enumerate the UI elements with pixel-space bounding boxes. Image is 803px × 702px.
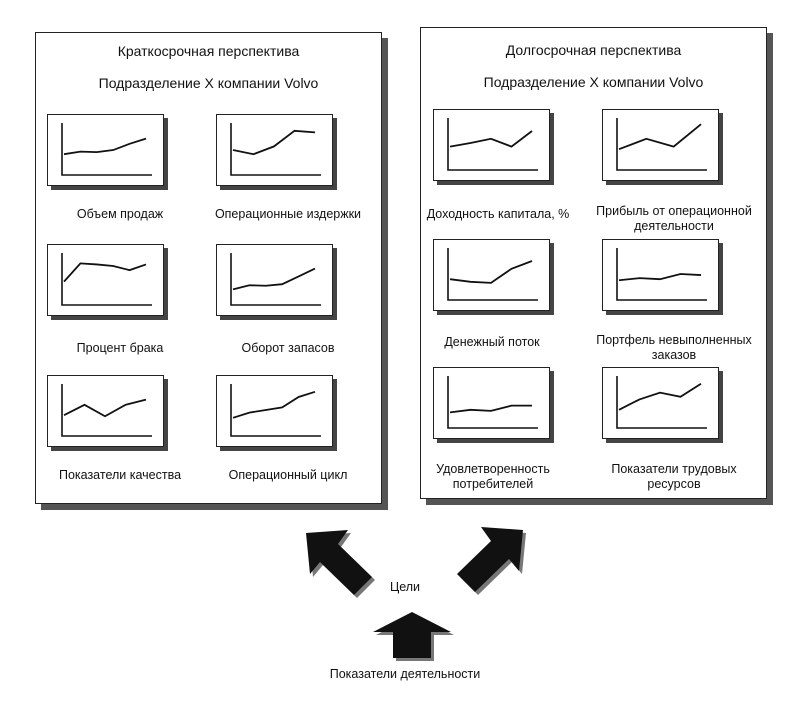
chart-card-quality — [47, 375, 164, 447]
order-backlog-chart — [603, 240, 718, 310]
chart-series-line — [233, 131, 315, 154]
chart-series-line — [619, 274, 701, 280]
chart-card-return-on-capital — [433, 109, 550, 181]
chart-series-line — [450, 406, 532, 413]
goals-label: Цели — [389, 580, 421, 594]
chart-caption: Операционные издержки — [214, 207, 362, 221]
performance-indicators-label: Показатели деятельности — [329, 667, 481, 681]
return-on-capital-chart — [434, 110, 549, 180]
chart-caption: Удовлетворенность потребителей — [436, 462, 550, 491]
chart-axes — [62, 253, 152, 305]
chart-card-cash-flow — [433, 239, 550, 311]
chart-caption: Портфель невыполненных заказов — [596, 333, 752, 362]
chart-axes — [231, 384, 321, 436]
chart-card-labor-resources — [602, 367, 719, 439]
chart-card-order-backlog — [602, 239, 719, 311]
quality-chart — [48, 376, 163, 446]
arrow-up-icon — [367, 610, 457, 662]
chart-caption: Оборот запасов — [241, 341, 335, 355]
cash-flow-chart — [434, 240, 549, 310]
chart-series-line — [233, 269, 315, 290]
defect-rate-chart — [48, 245, 163, 315]
chart-card-defect-rate — [47, 244, 164, 316]
sales-volume-chart — [48, 115, 163, 185]
chart-card-inventory-turnover — [216, 244, 333, 316]
chart-caption: Показатели качества — [58, 468, 182, 482]
inventory-turnover-chart — [217, 245, 332, 315]
chart-axes — [448, 248, 538, 300]
chart-caption: Денежный поток — [444, 335, 540, 349]
chart-axes — [231, 123, 321, 175]
chart-series-line — [64, 263, 146, 281]
labor-resources-chart — [603, 368, 718, 438]
chart-caption: Процент брака — [76, 341, 164, 355]
chart-series-line — [450, 131, 532, 147]
operating-cycle-chart — [217, 376, 332, 446]
chart-axes — [448, 376, 538, 428]
chart-series-line — [619, 384, 701, 410]
chart-series-line — [619, 124, 701, 149]
chart-series-line — [64, 139, 146, 155]
operating-costs-chart — [217, 115, 332, 185]
chart-caption: Прибыль от операционной деятельности — [596, 204, 752, 233]
chart-axes — [62, 123, 152, 175]
operating-profit-chart — [603, 110, 718, 180]
chart-card-operating-profit — [602, 109, 719, 181]
short-term-title: Краткосрочная перспектива — [117, 43, 300, 59]
chart-series-line — [233, 392, 315, 418]
long-term-subtitle: Подразделение X компании Volvo — [483, 74, 704, 90]
long-term-title: Долгосрочная перспектива — [505, 42, 682, 58]
chart-caption: Операционный цикл — [228, 468, 348, 482]
customer-satisfaction-chart — [434, 368, 549, 438]
chart-series-line — [64, 400, 146, 417]
chart-caption: Доходность капитала, % — [426, 207, 570, 221]
chart-card-customer-satisfaction — [433, 367, 550, 439]
chart-series-line — [450, 261, 532, 283]
chart-axes — [617, 376, 707, 428]
chart-card-operating-cycle — [216, 375, 333, 447]
arrow-up-right-icon — [447, 522, 537, 602]
chart-card-sales-volume — [47, 114, 164, 186]
short-term-subtitle: Подразделение X компании Volvo — [98, 75, 319, 91]
arrow-up-left-icon — [292, 525, 382, 605]
chart-axes — [231, 253, 321, 305]
chart-caption: Объем продаж — [76, 207, 164, 221]
chart-caption: Показатели трудовых ресурсов — [611, 462, 737, 491]
chart-card-operating-costs — [216, 114, 333, 186]
